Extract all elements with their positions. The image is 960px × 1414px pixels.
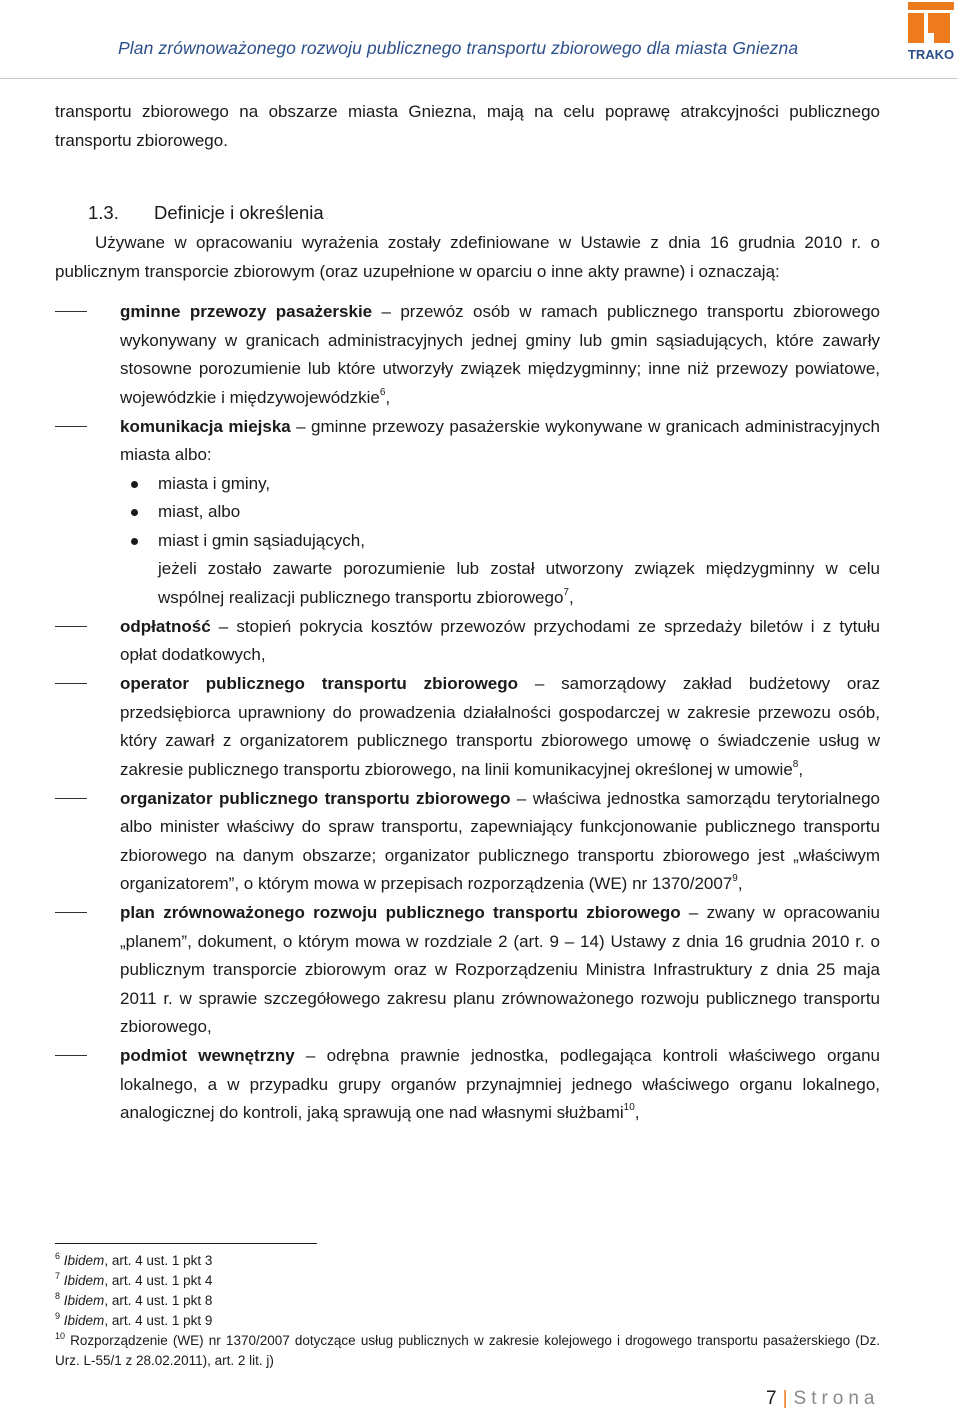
footnote-separator xyxy=(55,1243,317,1244)
page-number xyxy=(766,1388,880,1410)
page-content xyxy=(55,98,880,1128)
definition-text: – gminne przewozy pasażerskie wykonywane w granicach administracyjnych miasta albo: xyxy=(120,416,880,464)
definition-term: operator publicznego transportu zbiorowego xyxy=(120,674,519,693)
footnote-ref[interactable]: 6 xyxy=(379,386,386,398)
footnote: $^9$ Ibidem, art. 4 ust. 1 pkt 9 xyxy=(55,1311,213,1328)
page-separator: | xyxy=(782,1388,788,1409)
definition-item: gminne przewozy pasażerskie – przewóz osób w ramach publicznego transportu zbiorowego wykonywany w granicach administracyjnych jednej gminy lub gmin sąsiadujących, które zawarły stosowne porozumienie lub które utworzyły związek międzygminny; inne niż przewozy powiatowe, wojewódzkie i międzywojewódzkie$^6$, xyxy=(55,298,880,412)
definition-item xyxy=(55,413,880,613)
document-header-title: Plan zrównoważonego rozwoju publicznego transportu zbiorowego dla miasta Gniezna xyxy=(118,38,799,58)
trako-logo xyxy=(904,2,958,62)
definition-term: plan zrównoważonego rozwoju publicznego transportu zbiorowego xyxy=(120,903,681,922)
definition-text: – przewóz osób w ramach publicznego transportu zbiorowego wykonywany w granicach administracyjnych jednej gminy lub gmin sąsiadujących, które zawarły stosowne porozumienie lub które utworzyły związek międzygminny; inne niż przewozy powiatowe, wojewódzkie i międzywojewódzkie xyxy=(120,302,880,407)
definition-term: organizator publicznego transportu zbiorowego xyxy=(120,788,511,808)
definition-item xyxy=(55,899,880,1042)
footnote-ref[interactable]: 10 xyxy=(623,1102,635,1113)
logo-text: TRAKO xyxy=(907,47,955,62)
section-title: Definicje i określenia xyxy=(154,202,324,223)
bullet-item: miast, albo xyxy=(120,498,880,527)
definition-item xyxy=(55,613,880,670)
definitions-list xyxy=(55,298,880,1128)
header-divider xyxy=(0,78,958,79)
footnote-ref[interactable]: 7 xyxy=(563,586,569,598)
definition-item: podmiot wewnętrzny – odrębna prawnie jednostka, podlegająca kontroli właściwego organu lokalnego, a w przypadku grupy organów przynajmniej jednego właściwego organu lokalnego, analogicznej do kontroli, jaką sprawują one nad własnymi służbami$^{10}$, xyxy=(55,1042,880,1128)
definition-term: podmiot wewnętrzny xyxy=(120,1046,295,1065)
definition-text: – samorządowy zakład budżetowy oraz przedsiębiorca uprawniony do prowadzenia działalności gospodarczej w zakresie przewozu osób, który zawarł z organizatorem publicznego transportu zbiorowego umowę o świadczenie usług w zakresie publicznego transportu zbiorowego, na linii komunikacyjnej określonej w umowie xyxy=(120,674,880,779)
bullet-item: miast i gmin sąsiadujących, xyxy=(120,527,880,556)
footnote-ref[interactable]: 9 xyxy=(732,873,738,884)
definition-text: – zwany w opracowaniu „planem”, dokument, o którym mowa w rozdziale 2 (art. 9 – 14) Ustawy z dnia 16 grudnia 2010 r. o publicznym transporcie zbiorowym oraz w Rozporządzeniu Ministra Infrastruktury z dnia 25 maja 2011 r. w sprawie szczegółowego zakresu planu zrównoważonego rozwoju publicznego transportu zbiorowego, xyxy=(120,903,880,1036)
definition-text: – stopień pokrycia kosztów przewozów przychodami ze sprzedaży biletów i z tytułu opłat dodatkowych, xyxy=(120,616,880,664)
section-heading xyxy=(55,199,880,227)
intro-paragraph: transportu zbiorowego na obszarze miasta Gniezna, mają na celu poprawę atrakcyjności publicznego transportu zbiorowego. xyxy=(55,102,880,150)
definition-term: gminne przewozy pasażerskie xyxy=(120,302,373,321)
logo-mark-icon xyxy=(908,2,954,10)
definition-text: – właściwa jednostka samorządu terytorialnego albo minister właściwy do spraw transportu, zapewniający funkcjonowanie publicznego transportu zbiorowego na danym obszarze; organizator publicznego transportu zbiorowego jest „właściwym organizatorem”, o którym mowa w przepisach rozporządzenia (WE) nr 1370/2007 xyxy=(120,788,880,893)
section-number: 1.3. xyxy=(88,202,119,223)
definition-text: – odrębna prawnie jednostka, podlegająca kontroli właściwego organu lokalnego, a w przypadku grupy organów przynajmniej jednego właściwego organu lokalnego, analogicznej do kontroli, jaką sprawują one nad własnymi służbami xyxy=(120,1046,880,1122)
page-number-value: 7 xyxy=(766,1388,777,1409)
definition-term: odpłatność xyxy=(120,616,211,636)
footnotes xyxy=(55,1251,880,1371)
footnote: $^7$ Ibidem, art. 4 ust. 1 pkt 4 xyxy=(55,1271,213,1288)
footnote-ref[interactable]: 8 xyxy=(792,758,799,770)
definition-item: organizator publicznego transportu zbiorowego – właściwa jednostka samorządu terytorialnego albo minister właściwy do spraw transportu, zapewniający funkcjonowanie publicznego transportu zbiorowego na danym obszarze; organizator publicznego transportu zbiorowego jest „właściwym organizatorem”, o którym mowa w przepisach rozporządzenia (WE) nr 1370/2007$^9$, xyxy=(55,785,880,899)
footnote: $^8$ Ibidem, art. 4 ust. 1 pkt 8 xyxy=(55,1291,213,1308)
definition-item: operator publicznego transportu zbiorowego – samorządowy zakład budżetowy oraz przedsiębiorca uprawniony do prowadzenia działalności gospodarczej w zakresie przewozu osób, który zawarł z organizatorem publicznego transportu zbiorowego umowę o świadczenie usług w zakresie publicznego transportu zbiorowego, na linii komunikacyjnej określonej w umowie$^8$, xyxy=(55,670,880,784)
bullet-item: miasta i gminy, xyxy=(120,470,880,499)
definition-term: komunikacja miejska xyxy=(120,416,291,436)
page-label: Strona xyxy=(793,1388,880,1409)
footnote: $^{10}$ Rozporządzenie (WE) nr 1370/2007 dotyczące usług publicznych w zakresie kolejowego i drogowego transportu pasażerskiego (Dz. Urz. L-55/1 z 28.02.2011), art. 2 lit. j) xyxy=(55,1331,880,1368)
bullet-list xyxy=(120,470,880,556)
section-lead: Używane w opracowaniu wyrażenia zostały zdefiniowane w Ustawie z dnia 16 grudnia 2010 r. o publicznym transporcie zbiorowym (oraz uzupełnione w oparciu o inne akty prawne) i oznaczają: xyxy=(55,233,880,281)
footnote: $^6$ Ibidem, art. 4 ust. 1 pkt 3 xyxy=(55,1251,213,1268)
definition-condition: jeżeli zostało zawarte porozumienie lub został utworzony związek międzygminny w celu wspólnej realizacji publicznego transportu zbiorowego$^7$, xyxy=(158,559,880,607)
